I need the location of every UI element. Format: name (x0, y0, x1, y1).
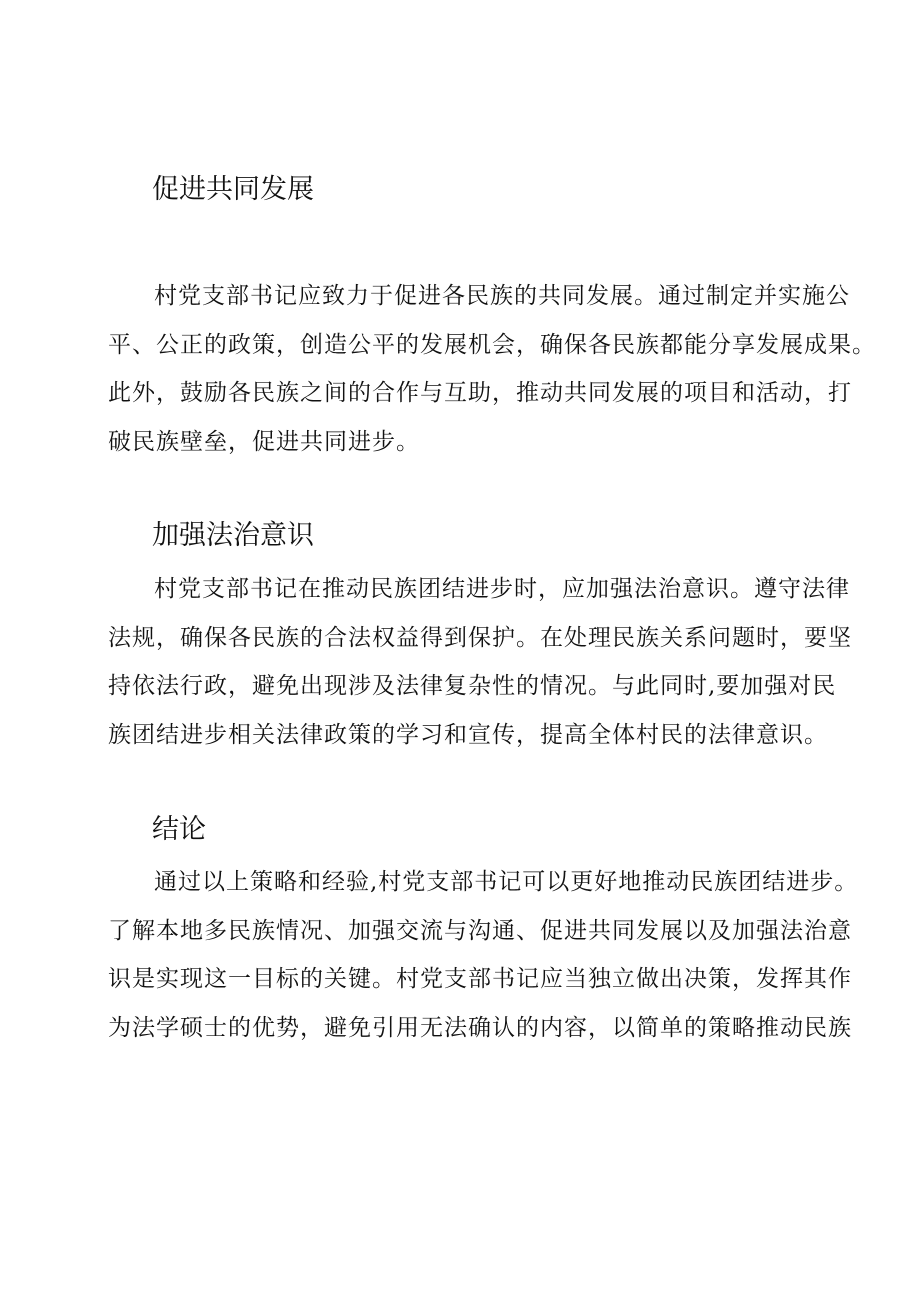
paragraph-line: 破民族壁垒，促进共同进步。 (108, 428, 420, 455)
section-heading-common-development: 促进共同发展 (152, 174, 314, 205)
paragraph-line: 法规，确保各民族的合法权益得到保护。在处理民族关系问题时，要坚 (108, 624, 852, 651)
section-paragraph-rule-of-law (108, 565, 852, 759)
paragraph-line: 村党支部书记在推动民族团结进步时，应加强法治意识。遵守法律 (154, 576, 850, 602)
section-paragraph-common-development (108, 272, 876, 466)
paragraph-line: 族团结进步相关法律政策的学习和宣传，提高全体村民的法律意识。 (108, 721, 828, 748)
paragraph-line: 平、公正的政策，创造公平的发展机会，确保各民族都能分享发展成果。 (108, 331, 876, 358)
paragraph-line: 了解本地多民族情况、加强交流与沟通、促进共同发展以及加强法治意 (108, 917, 852, 944)
paragraph-line: 通过以上策略和经验,村党支部书记可以更好地推动民族团结进步。 (154, 869, 859, 895)
paragraph-line: 此外，鼓励各民族之间的合作与互助，推动共同发展的项目和活动，打 (108, 380, 852, 406)
section-heading-conclusion: 结论 (152, 814, 206, 845)
paragraph-line: 识是实现这一目标的关键。村党支部书记应当独立做出决策，发挥其作 (108, 966, 852, 992)
section-paragraph-conclusion (108, 858, 859, 1052)
paragraph-line: 持依法行政，避免出现涉及法律复杂性的情况。与此同时,要加强对民 (108, 673, 837, 699)
paragraph-line: 村党支部书记应致力于促进各民族的共同发展。通过制定并实施公 (154, 283, 850, 309)
paragraph-line: 为法学硕士的优势，避免引用无法确认的内容，以简单的策略推动民族 (108, 1014, 852, 1041)
section-heading-rule-of-law: 加强法治意识 (152, 520, 314, 551)
